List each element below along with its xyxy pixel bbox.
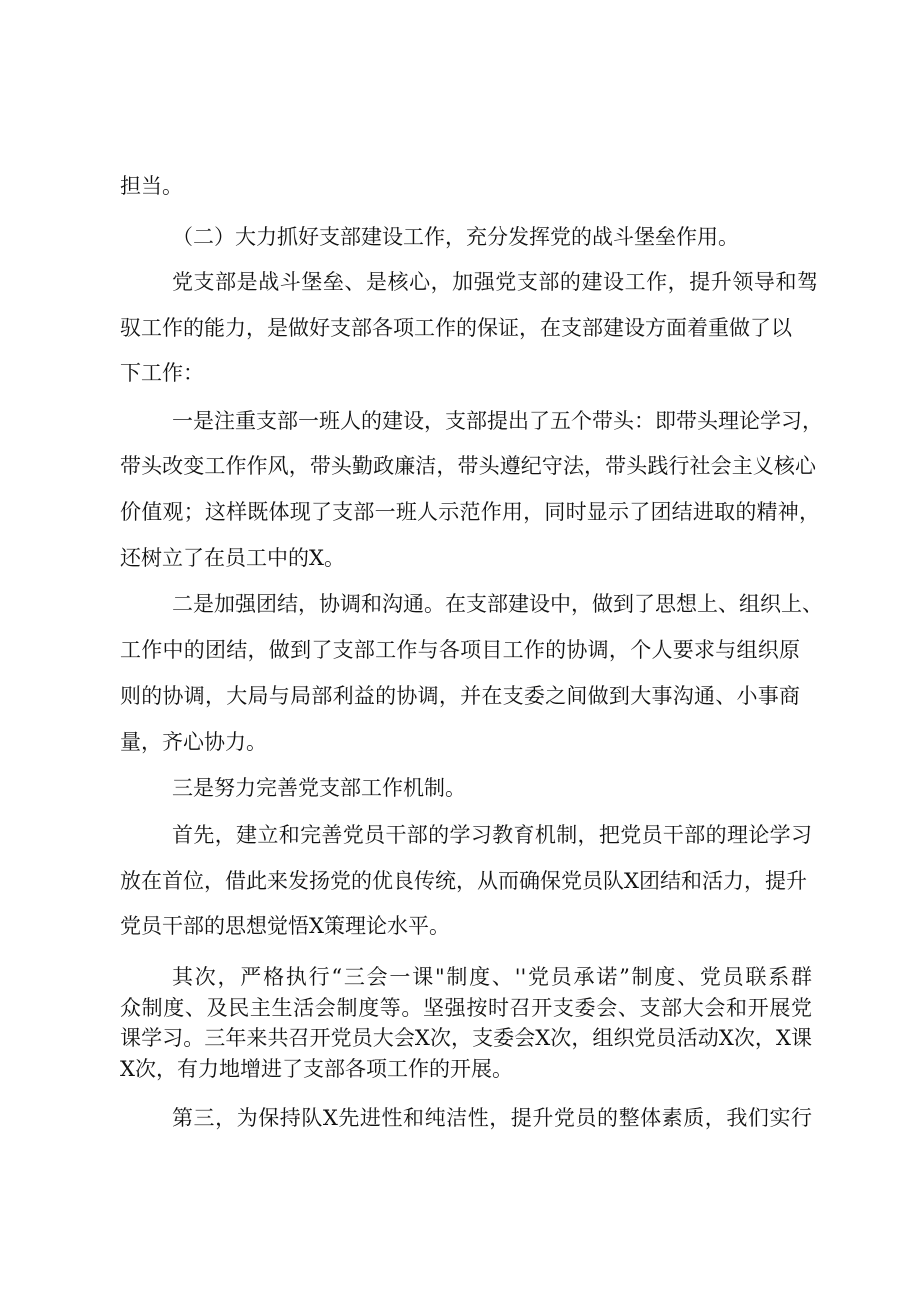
paragraph-line: 党员干部的思想觉悟X策理论水平。 [120,914,450,938]
paragraph-line: 党支部是战斗堡垒、是核心，加强党支部的建设工作，提升领导和驾 [172,270,818,294]
paragraph-line: X次，有力地增进了支部各项工作的开展。 [120,1057,513,1081]
paragraph-line: 还树立了在员工中的X。 [120,546,345,570]
paragraph-line: 价值观；这样既体现了支部一班人示范作用，同时显示了团结进取的精神， [120,500,820,524]
paragraph-line: 首先，建立和完善党员干部的学习教育机制，把党员干部的理论学习 [172,823,812,847]
paragraph-line: 量，齐心协力。 [120,730,267,754]
paragraph-line: 放在首位，借此来发扬党的优良传统，从而确保党员队X团结和活力，提升 [120,869,807,893]
paragraph-line: 则的协调，大局与局部利益的协调，并在支委之间做到大事沟通、小事商 [120,684,800,708]
paragraph-line: 工作中的团结，做到了支部工作与各项目工作的协调，个人要求与组织原 [120,638,800,662]
paragraph-line: 第三，为保持队X先进性和纯洁性，提升党员的整体素质，我们实行 [172,1106,812,1130]
paragraph-line: 二是加强团结，协调和沟通。在支部建设中，做到了思想上、组织上、 [172,592,823,616]
paragraph-line: 带头改变工作作风，带头勤政廉洁，带头遵纪守法，带头践行社会主义核心 [120,454,816,478]
paragraph-line: 其次，严格执行“三会一课"制度、''党员承诺”制度、党员联系群 [172,965,812,989]
section-heading: （二）大力抓好支部建设工作，充分发挥党的战斗堡垒作用。 [172,225,739,249]
paragraph-line: 下工作： [120,361,204,385]
paragraph-line: 课学习。三年来共召开党员大会X次，支委会X次，组织党员活动X次，X课 [120,1026,812,1050]
paragraph-line: 三是努力完善党支部工作机制。 [172,776,466,800]
paragraph-line: 一是注重支部一班人的建设，支部提出了五个带头：即带头理论学习， [172,409,823,433]
paragraph-line: 众制度、及民主生活会制度等。坚强按时召开支委会、支部大会和开展党 [120,996,812,1020]
paragraph-line: 驭工作的能力，是做好支部各项工作的保证，在支部建设方面着重做了以 [120,316,792,340]
paragraph-line: 担当。 [120,174,183,198]
